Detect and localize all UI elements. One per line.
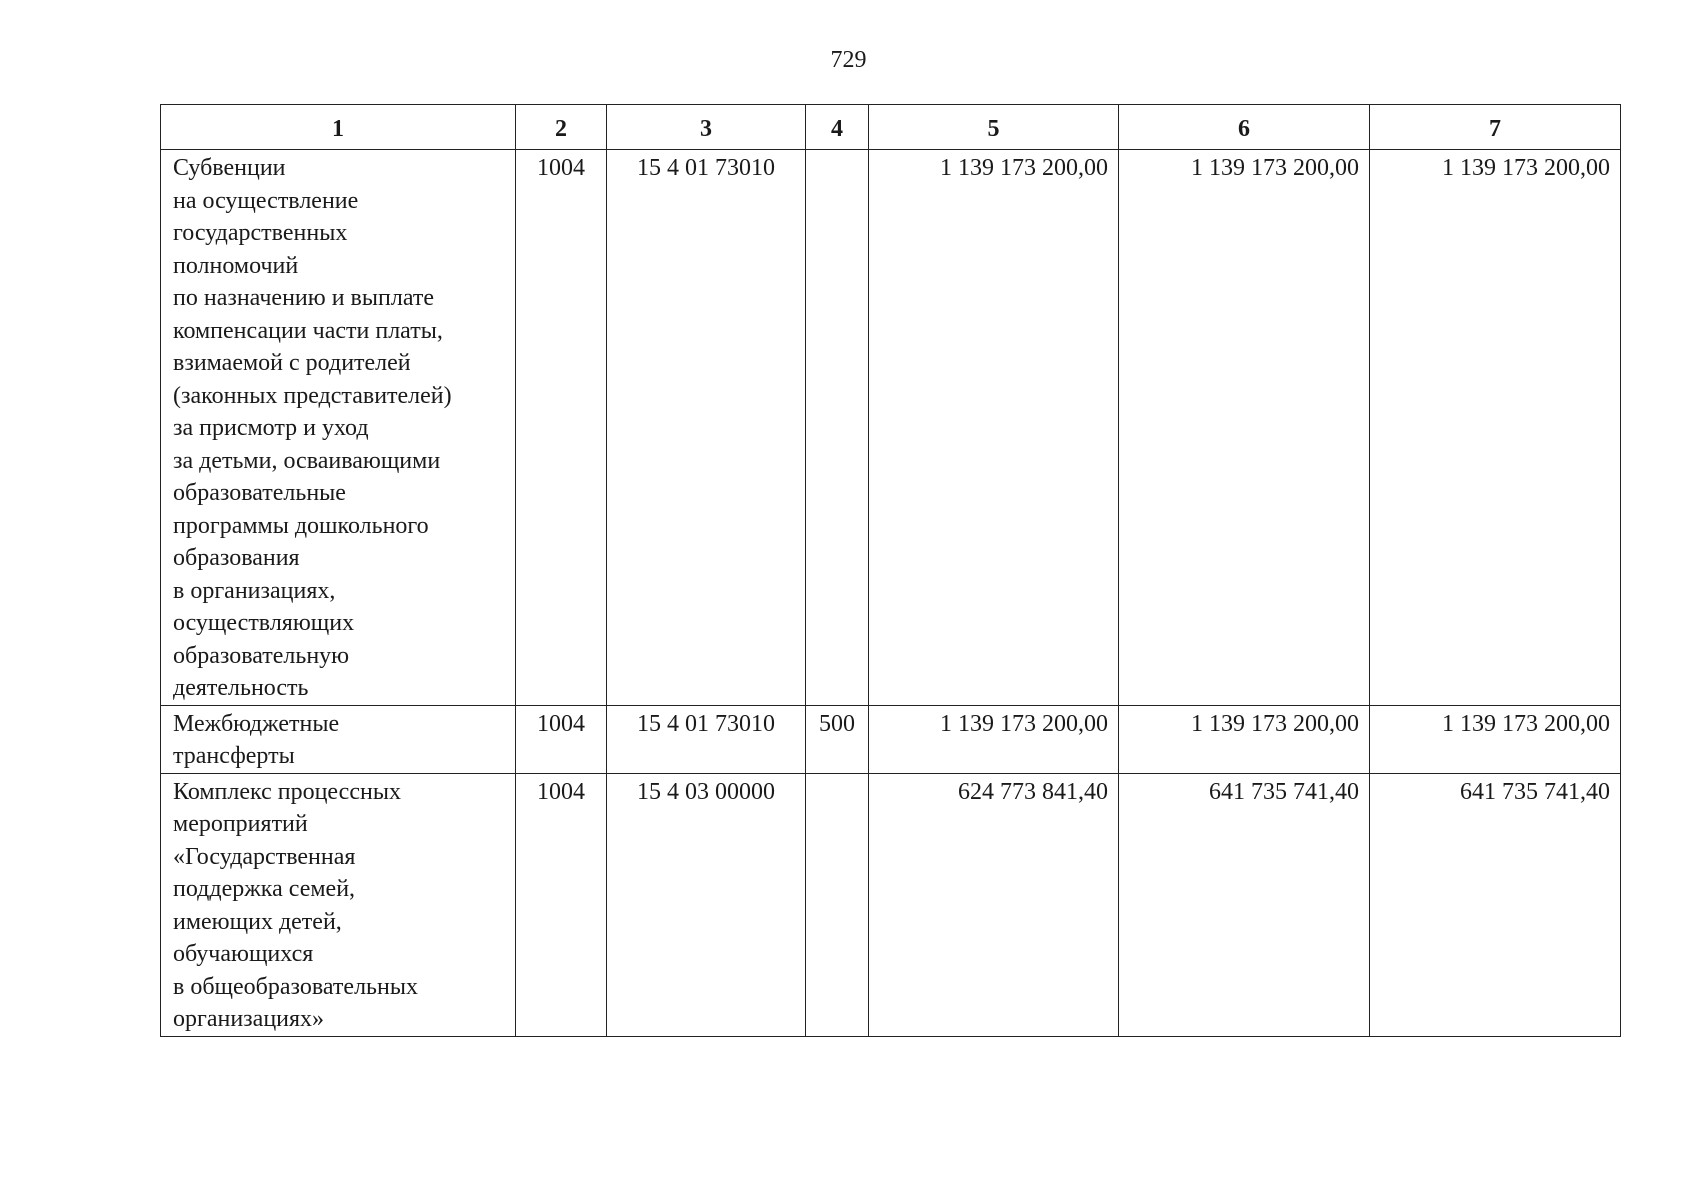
row-name-line: в организациях,: [173, 577, 336, 604]
header-col-4: 4: [806, 105, 869, 150]
row-name-line: Межбюджетные: [173, 710, 340, 737]
row-name-line: образовательную: [173, 642, 350, 669]
row-name-line: Комплекс процессных: [173, 778, 401, 805]
row-expense-type-cell: [806, 773, 869, 1036]
budget-table: [160, 104, 1621, 1037]
row-amount-col7-cell: 1 139 173 200,00: [1370, 705, 1621, 773]
row-expense-type-cell: 500: [806, 705, 869, 773]
table-row: [161, 705, 1621, 773]
row-section-cell: 1004: [516, 150, 607, 706]
row-name-line: имеющих детей,: [173, 908, 342, 935]
row-name-line: образовательные: [173, 480, 346, 506]
header-col-6: 6: [1119, 105, 1370, 150]
row-name-cell: [161, 150, 516, 706]
table-header: [161, 105, 1621, 150]
row-name-line: поддержка семей,: [173, 876, 356, 902]
row-name-line: мероприятий: [173, 811, 308, 837]
row-name-line: трансферты: [173, 743, 295, 769]
header-col-5: 5: [869, 105, 1119, 150]
row-name-line: за присмотр и уход: [173, 415, 369, 441]
row-name-line: полномочий: [173, 252, 299, 279]
row-name-line: по назначению и выплате: [173, 285, 434, 311]
row-amount-col6-cell: 1 139 173 200,00: [1119, 705, 1370, 773]
row-amount-col7-cell: 641 735 741,40: [1370, 773, 1621, 1036]
row-expense-type-cell: [806, 150, 869, 706]
page-number: 729: [830, 47, 867, 73]
row-name-line: в общеобразовательных: [173, 973, 418, 1000]
row-name-line: компенсации части платы,: [173, 317, 443, 344]
row-amount-col5-cell: 1 139 173 200,00: [869, 705, 1119, 773]
row-name-line: организациях»: [173, 1006, 325, 1032]
row-name-cell: [161, 705, 516, 773]
header-row: [161, 105, 1621, 150]
table-body: [161, 150, 1621, 1037]
row-name-line: деятельность: [173, 675, 309, 701]
row-name-line: (законных представителей): [173, 382, 452, 409]
row-name-line: обучающихся: [173, 941, 314, 967]
row-name-line: на осуществление: [173, 187, 359, 214]
row-amount-col6-cell: 1 139 173 200,00: [1119, 150, 1370, 706]
row-target-article-cell: 15 4 01 73010: [607, 150, 806, 706]
row-section-cell: 1004: [516, 773, 607, 1036]
table-row: [161, 150, 1621, 706]
row-name-line: осуществляющих: [173, 610, 355, 636]
row-name-line: взимаемой с родителей: [173, 350, 411, 376]
table-row: [161, 773, 1621, 1036]
header-col-2: 2: [516, 105, 607, 150]
row-target-article-cell: 15 4 01 73010: [607, 705, 806, 773]
row-name-cell: [161, 773, 516, 1036]
row-name-line: образования: [173, 545, 300, 571]
header-col-1: 1: [161, 105, 516, 150]
header-col-7: 7: [1370, 105, 1621, 150]
row-amount-col7-cell: 1 139 173 200,00: [1370, 150, 1621, 706]
row-section-cell: 1004: [516, 705, 607, 773]
row-amount-col5-cell: 1 139 173 200,00: [869, 150, 1119, 706]
row-amount-col6-cell: 641 735 741,40: [1119, 773, 1370, 1036]
row-name-line: государственных: [173, 220, 348, 246]
row-amount-col5-cell: 624 773 841,40: [869, 773, 1119, 1036]
row-name-line: «Государственная: [173, 843, 356, 870]
row-name-line: Субвенции: [173, 155, 286, 181]
header-col-3: 3: [607, 105, 806, 150]
row-name-line: программы дошкольного: [173, 512, 429, 539]
row-target-article-cell: 15 4 03 00000: [607, 773, 806, 1036]
row-name-line: за детьми, осваивающими: [173, 447, 441, 474]
